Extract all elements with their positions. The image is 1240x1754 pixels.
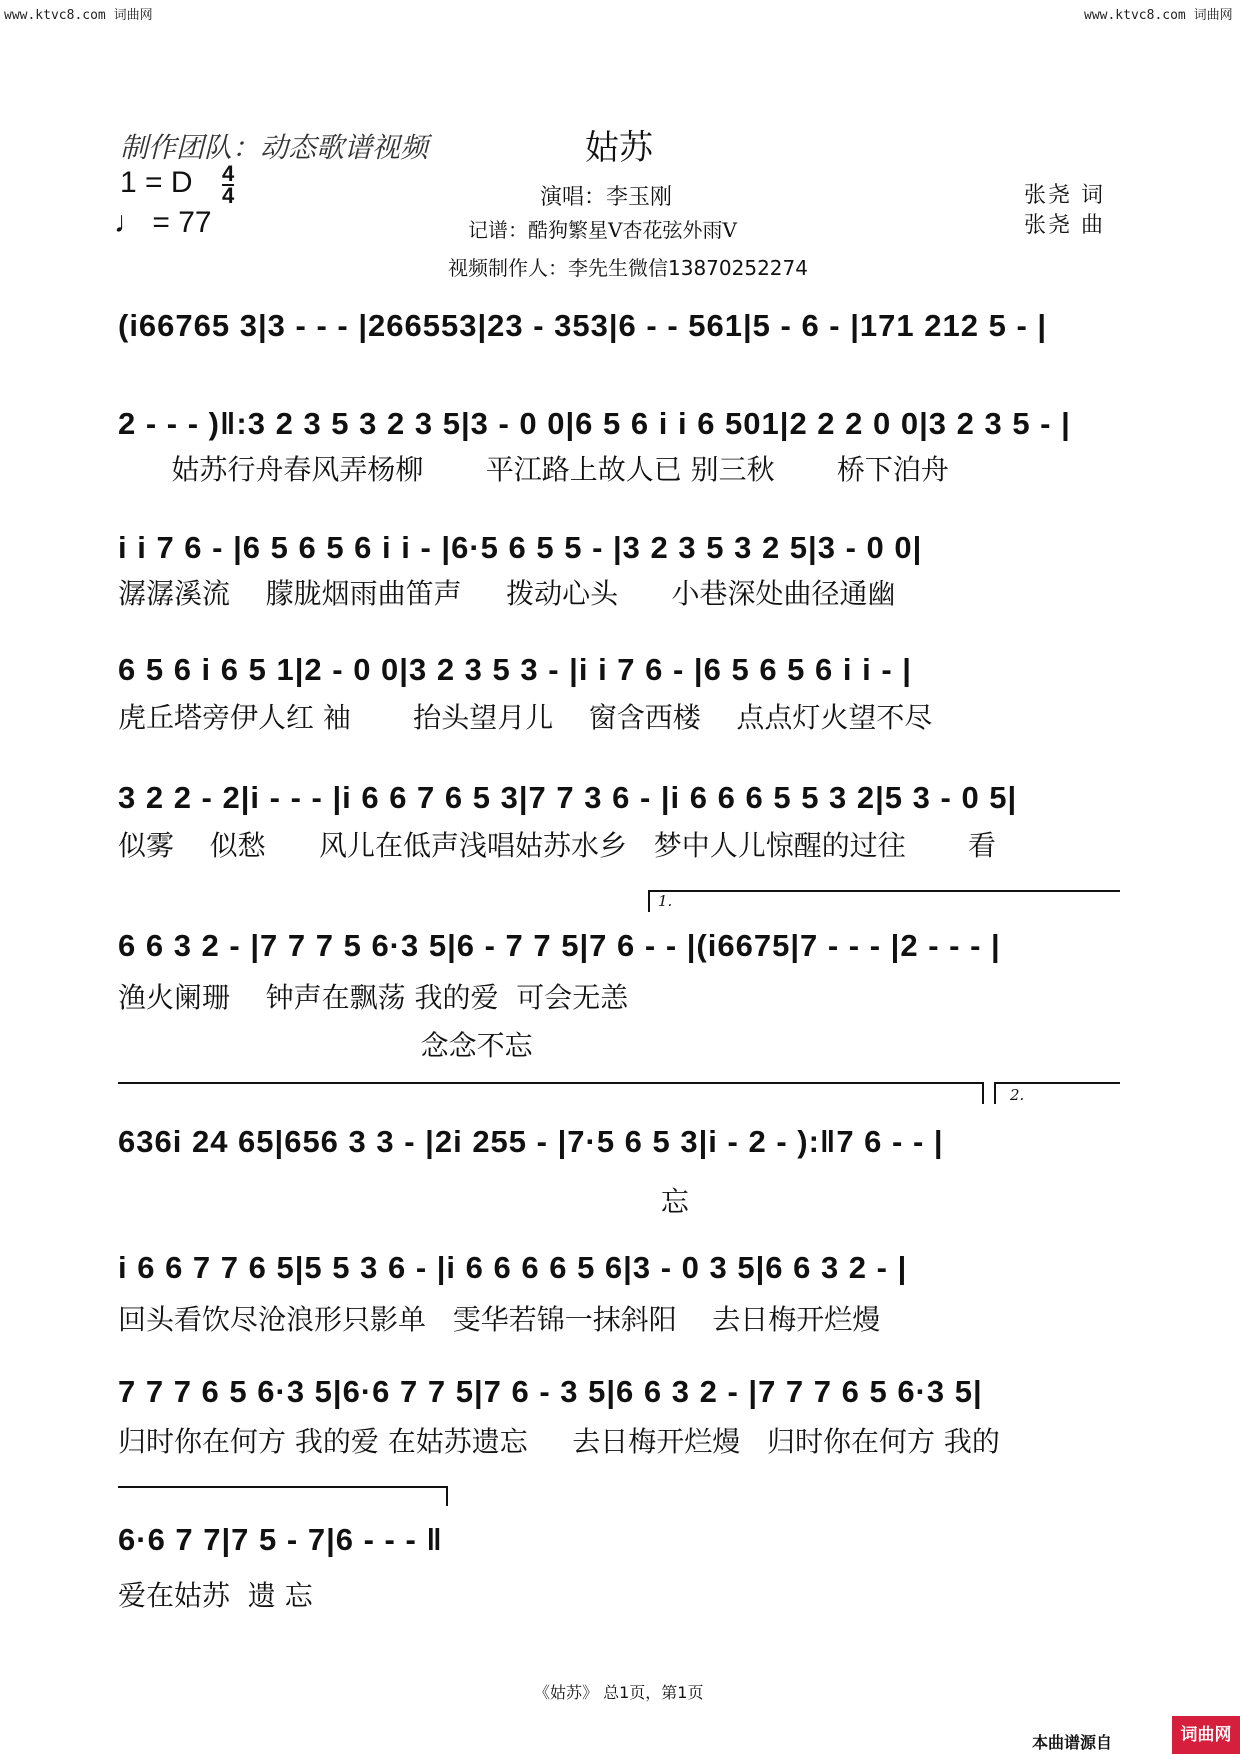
lyric-line-6b: 念念不忘 <box>118 1029 533 1062</box>
notation-line-2: 2 - - - )‖:3 2 3 5 3 2 3 5|3 - 0 0|6 5 6 i i 6 501|2 2 2 0 0|3 2 3 5 - | <box>118 406 1071 441</box>
lyric-line-7: 忘 <box>118 1185 689 1218</box>
site-watermark-left: www.ktvc8.com 词曲网 <box>4 8 153 23</box>
lyric-line-8: 回头看饮尽沧浪形只影单 雯华若锦一抹斜阳 去日梅开烂熳 <box>118 1303 881 1336</box>
page-footer: 《姑苏》 总1页，第1页 <box>534 1683 704 1702</box>
ending-bracket-hook <box>446 1486 448 1506</box>
notation-line-8: i 6 6 7 7 6 5|5 5 3 6 - |i 6 6 6 6 5 6|3 - 0 3 5|6 6 3 2 - | <box>118 1250 908 1285</box>
lyric-line-4: 虎丘塔旁伊人红 袖 抬头望月儿 窗含西楼 点点灯火望不尽 <box>118 701 933 734</box>
ending-bracket <box>118 1486 448 1488</box>
volta-1-hook <box>648 890 650 912</box>
time-signature-top: 4 <box>222 161 235 186</box>
lyric-line-3: 潺潺溪流 朦胧烟雨曲笛声 拨动心头 小巷深处曲径通幽 <box>118 577 896 610</box>
lyric-line-9: 归时你在何方 我的爱 在姑苏遗忘 去日梅开烂熳 归时你在何方 我的 <box>118 1425 1000 1458</box>
lyricist-credit: 张尧 词 <box>1024 183 1105 208</box>
lyric-line-10: 爱在姑苏 遗 忘 <box>118 1579 313 1612</box>
notation-line-5: 3 2 2 - 2|i - - - |i 6 6 7 6 5 3|7 7 3 6 - |i 6 6 6 5 5 3 2|5 3 - 0 5| <box>118 780 1018 815</box>
singer-credit: 演唱：李玉刚 <box>540 185 673 210</box>
volta-2-bracket <box>994 1082 1120 1084</box>
notation-line-6: 6 6 3 2 - |7 7 7 5 6·3 5|6 - 7 7 5|7 6 - - |(i6675|7 - - - |2 - - - | <box>118 928 1001 963</box>
lyric-line-2: 姑苏行舟春风弄杨柳 平江路上故人已 别三秋 桥下泊舟 <box>118 453 949 486</box>
key-signature: 1 = D <box>120 166 193 199</box>
composer-credit: 张尧 曲 <box>1024 213 1105 238</box>
notation-line-10: 6·6 7 7|7 5 - 7|6 - - - ‖ <box>118 1522 443 1557</box>
volta-1-label: 1. <box>658 892 673 910</box>
volta-2-label: 2. <box>1010 1086 1025 1104</box>
notation-line-7: 636i 24 65|656 3 3 - |2i 255 - |7·5 6 5 3|i - 2 - ):‖7 6 - - | <box>118 1124 944 1159</box>
tempo-marking: ♩ = 77 <box>114 206 212 239</box>
ciquwang-logo: 词曲网 <box>1172 1716 1240 1754</box>
notation-line-1: (i66765 3|3 - - - |266553|23 - 353|6 - - 561|5 - 6 - |171 212 5 - | <box>118 308 1048 343</box>
lyric-line-6: 渔火阑珊 钟声在飘荡 我的爱 可会无恙 <box>118 981 629 1014</box>
song-title: 姑苏 <box>585 128 653 168</box>
lyric-line-5: 似雾 似愁 风儿在低声浅唱姑苏水乡 梦中人儿惊醒的过往 看 <box>118 829 997 862</box>
time-signature-bottom: 4 <box>222 183 235 208</box>
volta-1-continuation <box>118 1082 984 1084</box>
transcriber-credit: 记谱：酷狗繁星V杏花弦外雨V <box>468 218 737 242</box>
source-label: 本曲谱源自 <box>1032 1733 1113 1752</box>
volta-2-hook <box>994 1082 996 1104</box>
production-team: 制作团队：动态歌谱视频 <box>120 131 429 164</box>
notation-line-9: 7 7 7 6 5 6·3 5|6·6 7 7 5|7 6 - 3 5|6 6 3 2 - |7 7 7 6 5 6·3 5| <box>118 1374 983 1409</box>
notation-line-3: i i 7 6 - |6 5 6 5 6 i i - |6·5 6 5 5 - |3 2 3 5 3 2 5|3 - 0 0| <box>118 530 923 565</box>
volta-1-bracket <box>648 890 1120 892</box>
notation-line-4: 6 5 6 i 6 5 1|2 - 0 0|3 2 3 5 3 - |i i 7 6 - |6 5 6 5 6 i i - | <box>118 652 912 687</box>
producer-credit: 视频制作人：李先生微信13870252274 <box>448 256 808 280</box>
time-signature <box>222 161 235 208</box>
site-watermark-right: www.ktvc8.com 词曲网 <box>1084 8 1233 23</box>
volta-1-end-hook <box>982 1082 984 1104</box>
